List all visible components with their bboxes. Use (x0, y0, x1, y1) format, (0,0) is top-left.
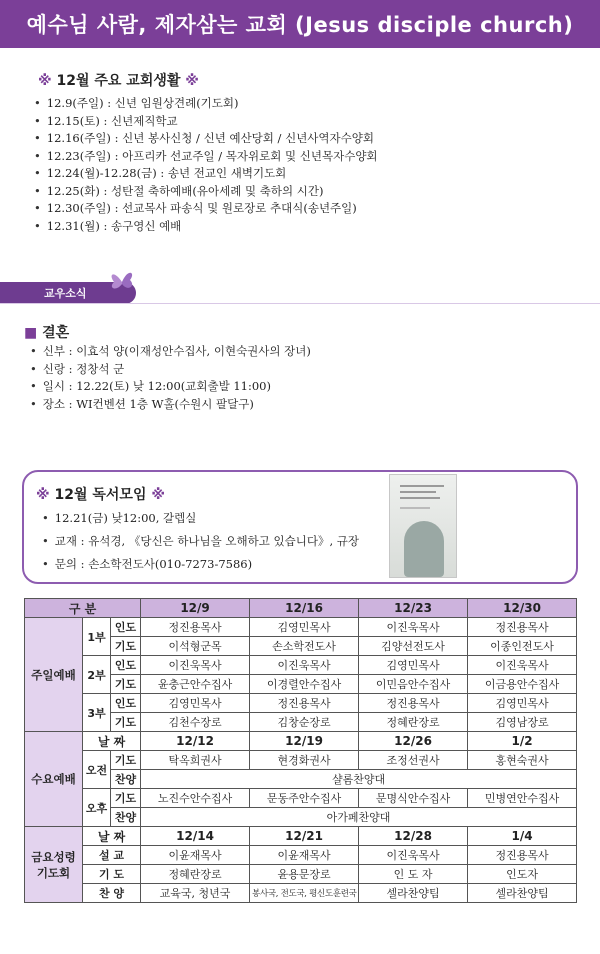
table-cell: 이종인전도사 (468, 637, 577, 656)
header-label-cell: 구 분 (25, 599, 141, 618)
table-cell: 이금용안수집사 (468, 675, 577, 694)
table-cell: 김양선전도사 (359, 637, 468, 656)
events-mark: ※ (38, 73, 52, 89)
event-item: • 12.15(토) : 신년제직학교 (34, 113, 378, 131)
table-cell: 윤충근안수집사 (141, 675, 250, 694)
table-cell: 김영민목사 (468, 694, 577, 713)
date-cell: 12/26 (359, 732, 468, 751)
table-cell: 정진용목사 (468, 846, 577, 865)
events-title-text: 12월 주요 교회생활 (56, 73, 181, 89)
role-cell: 기도 (111, 751, 141, 770)
page-header (0, 0, 600, 48)
news-band-label: 교우소식 (44, 287, 87, 300)
event-item: • 12.30(주일) : 선교목사 파송식 및 원로장로 추대식(송년주일) (34, 200, 378, 218)
table-header-row (25, 599, 577, 618)
table-cell: 홍현숙권사 (468, 751, 577, 770)
table-cell: 이진욱목사 (468, 656, 577, 675)
table-cell: 손소학전도사 (250, 637, 359, 656)
table-cell: 조정선권사 (359, 751, 468, 770)
role-cell: 기도 (111, 637, 141, 656)
table-cell: 인 도 자 (359, 865, 468, 884)
role-cell: 찬 양 (83, 884, 141, 903)
wednesday-am-label: 오전 (83, 751, 111, 789)
table-cell: 인도자 (468, 865, 577, 884)
table-cell: 문명식안수집사 (359, 789, 468, 808)
event-item: • 12.23(주일) : 아프리카 선교주일 / 목자위로회 및 신년목자수양회 (34, 148, 378, 166)
table-cell: 정혜란장로 (141, 865, 250, 884)
role-cell: 찬양 (111, 808, 141, 827)
table-cell: 이진욱목사 (359, 618, 468, 637)
date-cell: 1/2 (468, 732, 577, 751)
table-row (25, 732, 577, 751)
friday-label-line1: 금요성령 (31, 849, 76, 864)
worship-schedule-table (24, 598, 577, 903)
table-row (25, 846, 577, 865)
role-cell: 인도 (111, 656, 141, 675)
date-cell: 12/28 (359, 827, 468, 846)
events-title (38, 70, 199, 90)
wednesday-pm-label: 오후 (83, 789, 111, 827)
wedding-item: • 신랑 : 정창석 군 (30, 361, 311, 379)
table-cell: 이민음안수집사 (359, 675, 468, 694)
reading-title (36, 484, 165, 504)
table-cell: 탁옥희권사 (141, 751, 250, 770)
table-cell: 김영남장로 (468, 713, 577, 732)
table-cell: 정진용목사 (250, 694, 359, 713)
choir-cell: 샬롬찬양대 (141, 770, 577, 789)
date-cell: 12/19 (250, 732, 359, 751)
event-item: • 12.9(주일) : 신년 임원상견례(기도회) (34, 95, 378, 113)
table-cell: 이진욱목사 (250, 656, 359, 675)
table-cell: 노진수안수집사 (141, 789, 250, 808)
table-cell: 이윤재목사 (141, 846, 250, 865)
header-date-cell: 12/9 (141, 599, 250, 618)
role-cell: 기 도 (83, 865, 141, 884)
events-list (34, 95, 378, 235)
butterfly-icon (108, 268, 136, 294)
table-cell: 윤용문장로 (250, 865, 359, 884)
reading-item: • 문의 : 손소학전도사(010-7273-7586) (42, 553, 359, 576)
header-date-cell: 12/23 (359, 599, 468, 618)
table-cell: 민병연안수집사 (468, 789, 577, 808)
event-item: • 12.16(주일) : 신년 봉사신청 / 신년 예산당회 / 신년사역자수양회 (34, 130, 378, 148)
table-cell: 셀라찬양팀 (359, 884, 468, 903)
reading-mark-end: ※ (151, 487, 165, 503)
role-cell: 인도 (111, 618, 141, 637)
event-item: • 12.24(월)-12.28(금) : 송년 전교인 새벽기도회 (34, 165, 378, 183)
table-cell: 김영민목사 (141, 694, 250, 713)
date-cell: 12/12 (141, 732, 250, 751)
date-cell: 1/4 (468, 827, 577, 846)
reading-item: • 12.21(금) 낮12:00, 갈렙실 (42, 507, 359, 530)
role-cell: 기도 (111, 789, 141, 808)
role-cell: 기도 (111, 675, 141, 694)
table-row (25, 865, 577, 884)
table-cell: 문동주안수집사 (250, 789, 359, 808)
table-row (25, 618, 577, 637)
table-cell: 김천수장로 (141, 713, 250, 732)
reading-mark: ※ (36, 487, 50, 503)
table-row (25, 694, 577, 713)
table-cell: 김창순장로 (250, 713, 359, 732)
table-cell: 이진욱목사 (359, 846, 468, 865)
sunday-group-label: 주일예배 (25, 618, 83, 732)
table-cell: 현경화권사 (250, 751, 359, 770)
header-title: 예수님 사람, 제자삼는 교회 (Jesus disciple church) (26, 13, 574, 37)
table-row (25, 751, 577, 770)
wedding-mark: ■ (24, 325, 38, 341)
table-cell: 교육국, 청년국 (141, 884, 250, 903)
friday-group-label (25, 827, 83, 903)
friday-date-label: 날 짜 (83, 827, 141, 846)
table-cell: 셀라찬양팀 (468, 884, 577, 903)
wedding-list (30, 343, 311, 413)
table-row (25, 656, 577, 675)
event-item: • 12.25(화) : 성탄절 축하예배(유아세례 및 축하의 시간) (34, 183, 378, 201)
role-cell: 찬양 (111, 770, 141, 789)
table-cell: 정혜란장로 (359, 713, 468, 732)
table-cell: 이윤재목사 (250, 846, 359, 865)
table-row (25, 884, 577, 903)
table-cell: 봉사국, 전도국, 평신도훈련국 (250, 884, 359, 903)
role-cell: 설 교 (83, 846, 141, 865)
wednesday-date-label: 날 짜 (83, 732, 141, 751)
role-cell: 인도 (111, 694, 141, 713)
wedding-item: • 장소 : WI컨벤션 1층 W홀(수원시 팔달구) (30, 396, 311, 414)
date-cell: 12/21 (250, 827, 359, 846)
friday-label-line2: 기도회 (36, 865, 71, 880)
reading-list (42, 507, 359, 576)
events-mark-end: ※ (185, 73, 199, 89)
reading-title-text: 12월 독서모임 (54, 487, 147, 503)
table-cell: 이경렬안수집사 (250, 675, 359, 694)
table-cell: 정진용목사 (141, 618, 250, 637)
wednesday-group-label: 수요예배 (25, 732, 83, 827)
table-cell: 정진용목사 (468, 618, 577, 637)
service-1-label: 1부 (83, 618, 111, 656)
wedding-title (24, 322, 69, 342)
wedding-title-text: 결혼 (42, 325, 70, 341)
table-cell: 김영민목사 (359, 656, 468, 675)
book-cover-image (389, 474, 457, 578)
table-row (25, 789, 577, 808)
service-2-label: 2부 (83, 656, 111, 694)
table-cell: 정진용목사 (359, 694, 468, 713)
date-cell: 12/14 (141, 827, 250, 846)
table-cell: 이진욱목사 (141, 656, 250, 675)
reading-item: • 교재 : 유석경, 《당신은 하나님을 오해하고 있습니다》, 규장 (42, 530, 359, 553)
header-date-cell: 12/30 (468, 599, 577, 618)
event-item: • 12.31(월) : 송구영신 예배 (34, 218, 378, 236)
choir-cell: 아가페찬양대 (141, 808, 577, 827)
wedding-item: • 일시 : 12.22(토) 낮 12:00(교회출발 11:00) (30, 378, 311, 396)
table-row (25, 827, 577, 846)
table-cell: 김영민목사 (250, 618, 359, 637)
service-3-label: 3부 (83, 694, 111, 732)
header-date-cell: 12/16 (250, 599, 359, 618)
role-cell: 기도 (111, 713, 141, 732)
table-cell: 이석형군목 (141, 637, 250, 656)
news-divider (0, 303, 600, 304)
wedding-item: • 신부 : 이효석 양(이재성안수집사, 이현숙권사의 장녀) (30, 343, 311, 361)
